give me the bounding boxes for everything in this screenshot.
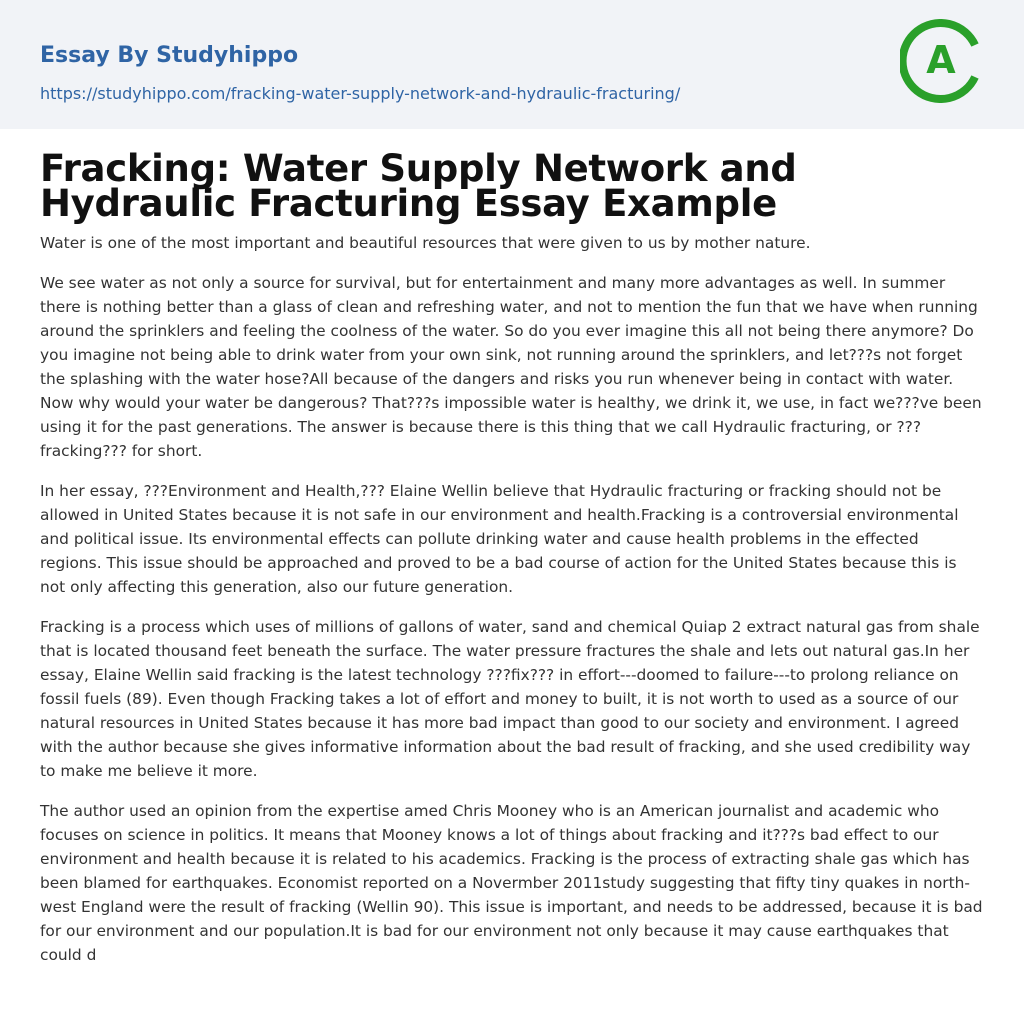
studyhippo-logo-icon[interactable] <box>900 19 984 103</box>
paragraph: Water is one of the most important and beautiful resources that were given to us by mother nature. <box>40 234 811 252</box>
article-title: Fracking: Water Supply Network and Hydraulic Fracturing Essay Example <box>40 147 797 225</box>
paragraph: The author used an opinion from the expertise amed Chris Mooney who is an American journalist and academic who focuses on science in politics. It means that Mooney knows a lot of things about fracking and it???s bad effect to our environment and health because it is related to his academics. Fracking is the process of extracting shale gas which has been blamed for earthquakes. Economist reported on a Novermber 2011study suggesting that fifty tiny quakes in north-west England were the result of fracking (Wellin 90). This issue is important, and needs to be addressed, because it is bad for our environment and our population.It is bad for our environment not only because it may cause earthquakes that could d <box>40 802 983 964</box>
logo-letter: A <box>926 38 956 82</box>
paragraph: Fracking is a process which uses of millions of gallons of water, sand and chemical Quiap 2 extract natural gas from shale that is located thousand feet beneath the surface. The water pressure fractures the shale and lets out natural gas.In her essay, Elaine Wellin said fracking is the latest technology ???fix??? in effort---doomed to failure---to prolong reliance on fossil fuels (89). Even though Fracking takes a lot of effort and money to built, it is not worth to used as a source of our natural resources in United States because it has more bad impact than good to our society and environment. I agreed with the author because she gives informative information about the bad result of fracking, and she used credibility way to make me believe it more. <box>40 618 980 780</box>
article <box>0 129 1024 967</box>
paragraph: We see water as not only a source for survival, but for entertainment and many more advantages as well. In summer there is nothing better than a glass of clean and refreshing water, and not to mention the fun that we have when running around the sprinklers and feeling the coolness of the water. So do you ever imagine this all not being there anymore? Do you imagine not being able to drink water from your own sink, not running around the sprinklers, and let???s not forget the splashing with the water hose?All because of the dangers and risks you run whenever being in contact with water. Now why would your water be dangerous? That???s impossible water is healthy, we drink it, we use, in fact we???ve been using it for the past generations. The answer is because there is this thing that we call Hydraulic fracturing, or ???fracking??? for short. <box>40 274 982 460</box>
source-url-link[interactable]: https://studyhippo.com/fracking-water-supply-network-and-hydraulic-fracturing/ <box>40 84 681 103</box>
brand-title[interactable]: Essay By Studyhippo <box>40 43 299 68</box>
paragraph: In her essay, ???Environment and Health,??? Elaine Wellin believe that Hydraulic fracturing or fracking should not be allowed in United States because it is not safe in our environment and health.Fracking is a controversial environmental and political issue. Its environmental effects can pollute drinking water and cause health problems in the effected regions. This issue should be approached and proved to be a bad course of action for the United States because this is not only affecting this generation, also our future generation. <box>40 482 959 596</box>
site-header <box>0 0 1024 129</box>
